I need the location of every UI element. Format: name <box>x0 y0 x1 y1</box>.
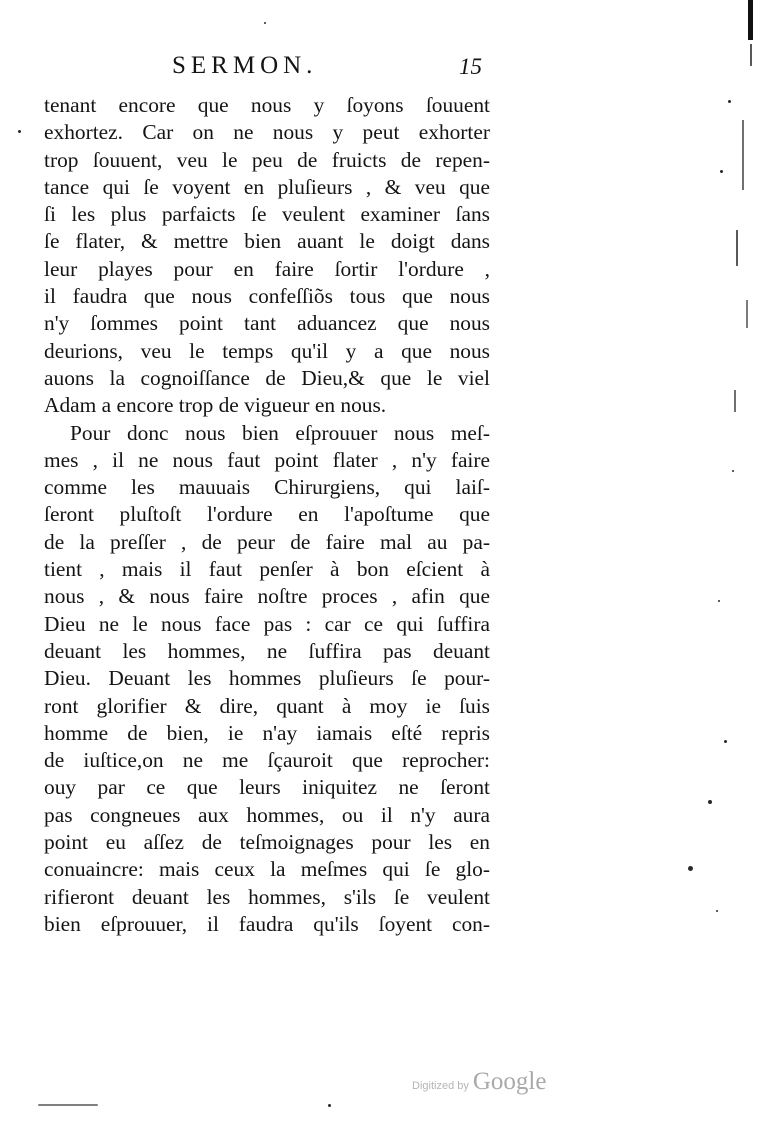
text-line: ſe flater, & mettre bien auant le doigt dans <box>44 229 490 254</box>
text-line: comme les mauuais Chirurgiens, qui laiſ- <box>44 475 490 500</box>
text-line: homme de bien, ie n'ay iamais eſté repris <box>44 720 490 745</box>
text-line: conuaincre: mais ceux la meſmes qui ſe glo- <box>44 857 490 882</box>
text-line: ouy par ce que leurs iniquitez ne ſeront <box>44 775 490 800</box>
text-line: rifieront deuant les hommes, s'ils ſe veulent <box>44 884 490 909</box>
text-line: Pour donc nous bien eſprouuer nous meſ- <box>70 420 490 445</box>
text-line: de iuſtice,on ne me ſçauroit que reprocher: <box>44 748 490 773</box>
text-line: Dieu. Deuant les hommes pluſieurs ſe pour- <box>44 666 490 691</box>
page-number: 15 <box>459 54 482 79</box>
running-head <box>48 52 488 92</box>
text-line: bien eſprouuer, il faudra qu'ils ſoyent con- <box>44 911 490 936</box>
body-text <box>44 92 490 938</box>
text-line: tance qui ſe voyent en pluſieurs , & veu que <box>44 174 490 199</box>
text-line: ſi les plus parfaicts ſe veulent examiner ſans <box>44 202 490 227</box>
text-line: Dieu ne le nous face pas : car ce qui ſuffira <box>44 611 490 636</box>
watermark-prefix: Digitized by <box>412 1080 469 1092</box>
text-line: il faudra que nous confeſſiõs tous que nous <box>44 284 490 309</box>
text-line: exhortez. Car on ne nous y peut exhorter <box>44 120 490 145</box>
digitized-by-watermark <box>412 1068 546 1096</box>
text-line: n'y ſommes point tant aduancez que nous <box>44 311 490 336</box>
text-line: pas congneues aux hommes, ou il n'y aura <box>44 802 490 827</box>
text-line: auons la cognoiſſance de Dieu,& que le viel <box>44 365 490 390</box>
google-logo: Google <box>472 1068 547 1095</box>
running-title: SERMON. <box>172 52 318 79</box>
text-line: tient , mais il faut penſer à bon eſcient à <box>44 557 490 582</box>
text-line: deuant les hommes, ne ſuffira pas deuant <box>44 638 490 663</box>
margin-bleed <box>688 0 768 1129</box>
text-line: tenant encore que nous y ſoyons ſouuent <box>44 93 490 117</box>
text-line: point eu aſſez de teſmoignages pour les en <box>44 830 490 855</box>
text-line: trop ſouuent, veu le peu de fruicts de repen- <box>44 147 490 172</box>
text-line: Adam a encore trop de vigueur en nous. <box>44 393 387 418</box>
text-line: nous , & nous faire noſtre proces , afin que <box>44 584 490 609</box>
text-line: leur playes pour en faire ſortir l'ordure , <box>44 256 490 281</box>
text-line: ſeront pluſtoſt l'ordure en l'apoſtume que <box>44 502 490 527</box>
text-line: mes , il ne nous faut point flater , n'y faire <box>44 447 490 472</box>
text-line: ront glorifier & dire, quant à moy ie ſuis <box>44 693 490 718</box>
text-line: deurions, veu le temps qu'il y a que nous <box>44 338 490 363</box>
text-line: de la preſſer , de peur de faire mal au pa- <box>44 529 490 554</box>
